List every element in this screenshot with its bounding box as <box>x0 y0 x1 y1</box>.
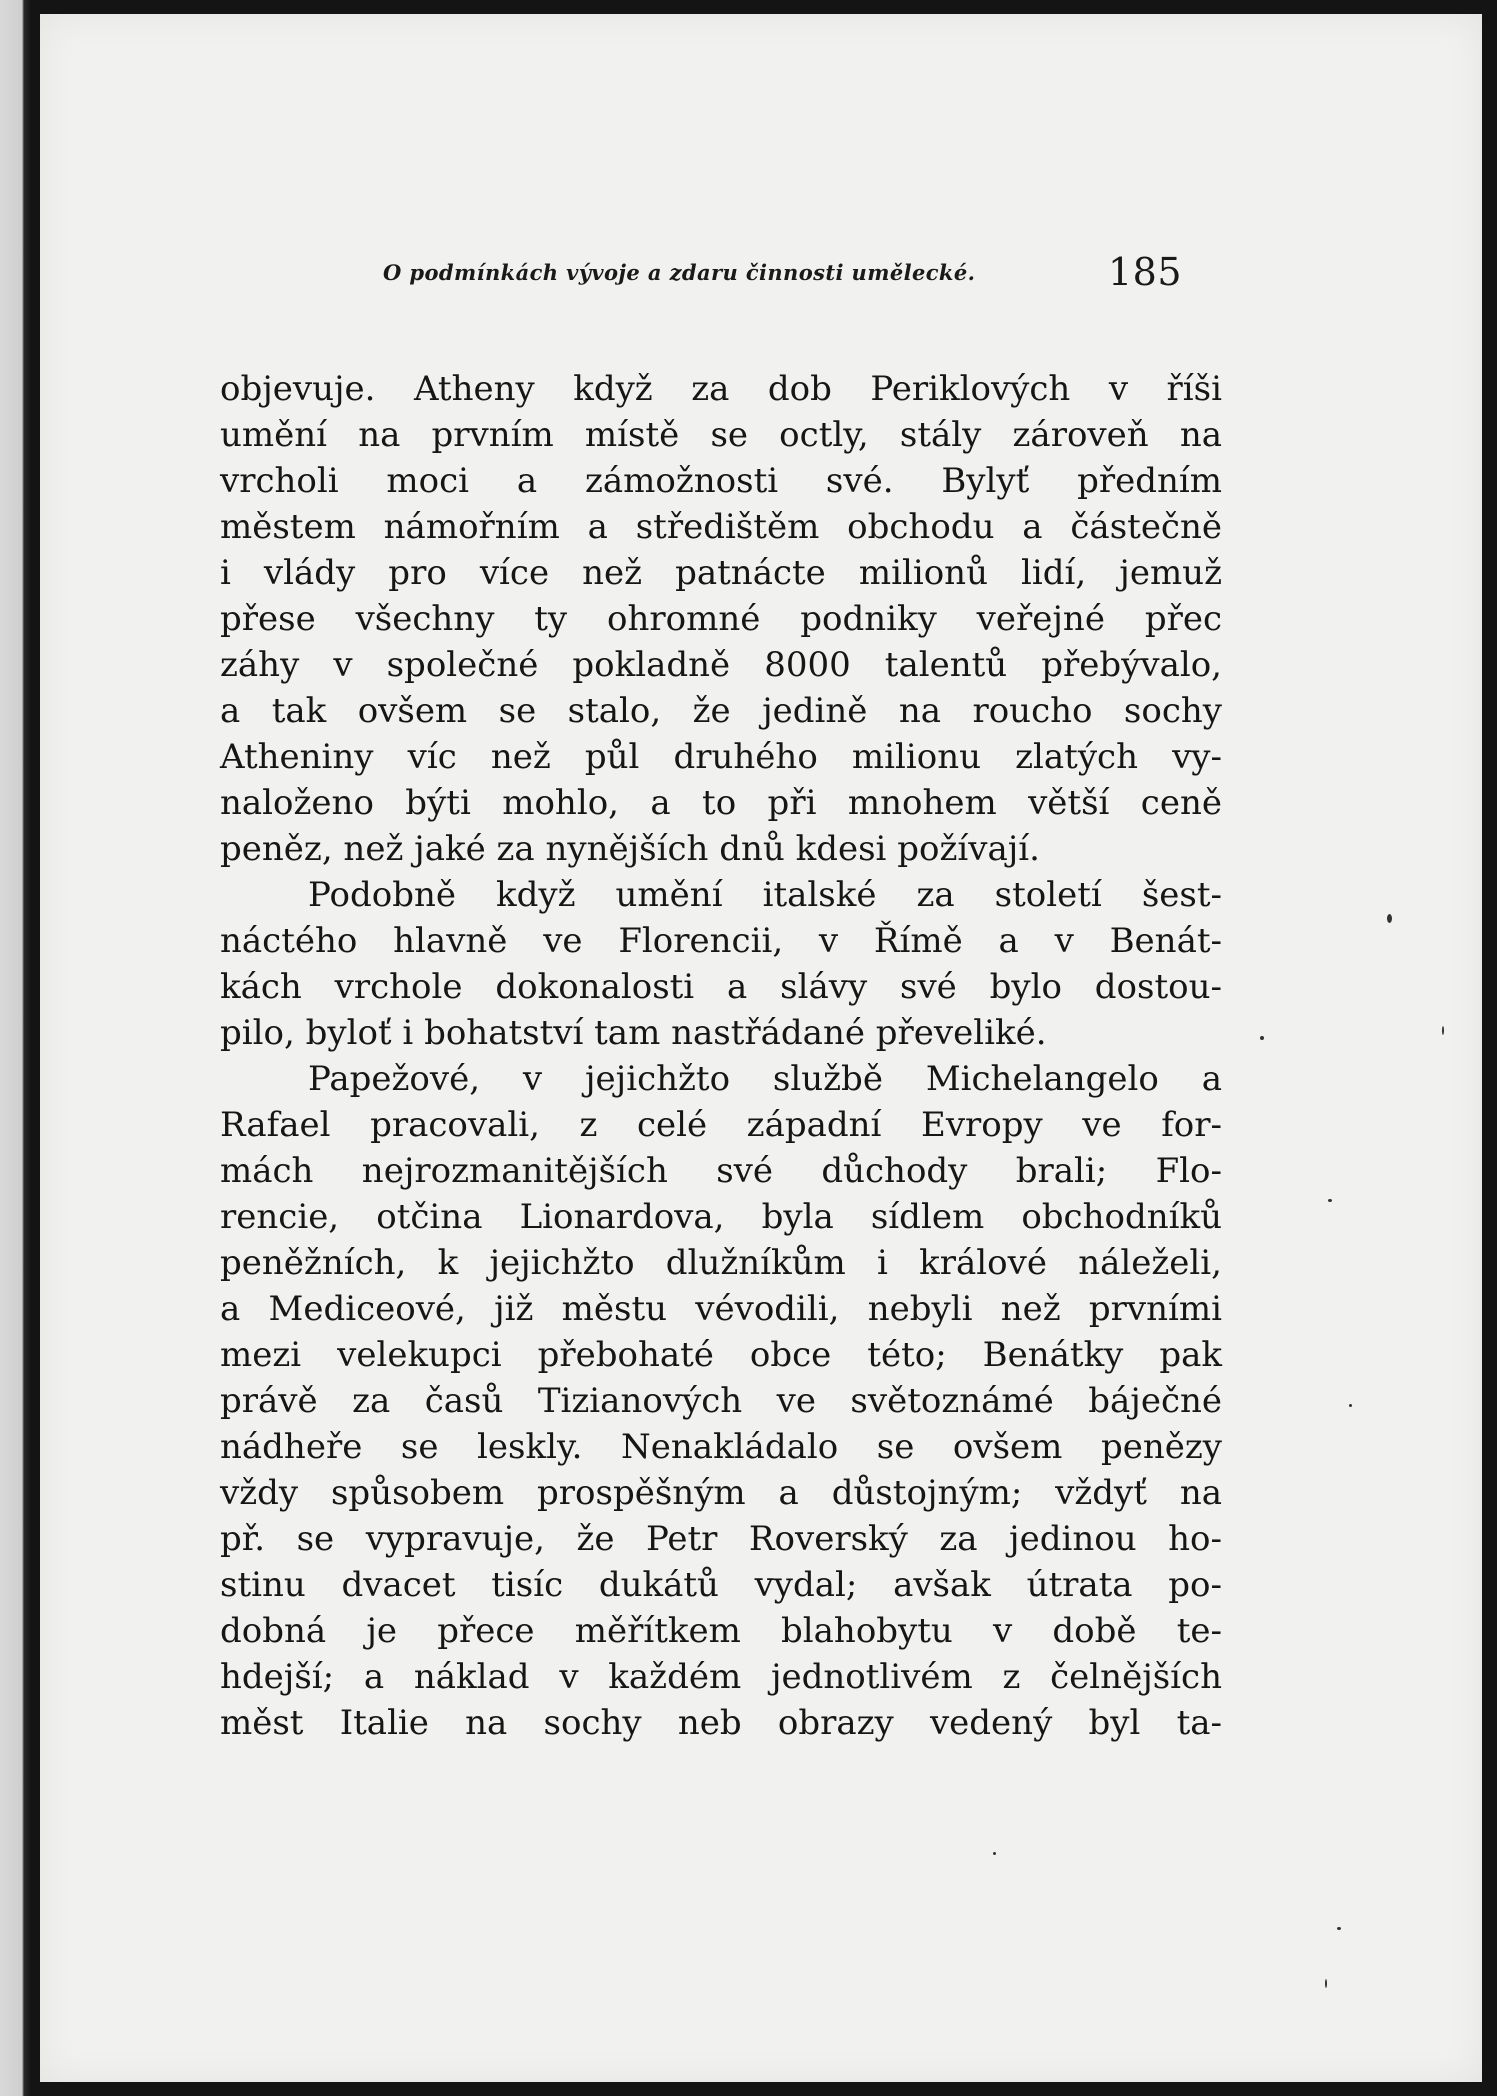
text-line: peněz, než jaké za nynějších dnů kdesi požívají. <box>220 829 1040 869</box>
scan-speck <box>1387 914 1392 923</box>
scan-speck <box>1325 1979 1327 1988</box>
body-text <box>220 366 1222 1746</box>
text-line: přese všechny ty ohromné podniky veřejné přec <box>220 599 1222 639</box>
text-line: nádheře se leskly. Nenakládalo se ovšem penězy <box>220 1427 1222 1467</box>
book-page <box>40 14 1482 2082</box>
scan-speck <box>1442 1026 1444 1035</box>
scan-speck <box>1337 1927 1341 1930</box>
running-title: O podmínkách vývoje a zdaru činnosti umělecké. <box>383 260 976 285</box>
text-line: př. se vypravuje, že Petr Roverský za jedinou ho- <box>220 1519 1222 1559</box>
scan-speck <box>993 1852 996 1855</box>
paragraph-start-line: Podobně když umění italské za století šest- <box>308 875 1222 915</box>
text-line: Atheniny víc než půl druhého milionu zlatých vy- <box>220 737 1222 777</box>
text-line: a tak ovšem se stalo, že jedině na roucho sochy <box>220 691 1222 731</box>
text-line: objevuje. Atheny když za dob Periklových v říši <box>220 369 1222 409</box>
text-line: i vlády pro více než patnácte milionů lidí, jemuž <box>220 553 1222 593</box>
text-line: umění na prvním místě se octly, stály zároveň na <box>220 415 1222 455</box>
text-line: naloženo býti mohlo, a to při mnohem větší ceně <box>220 783 1222 823</box>
text-line: peněžních, k jejichžto dlužníkům i králové náleželi, <box>220 1243 1222 1283</box>
paragraph-start-line: Papežové, v jejichžto službě Michelangelo a <box>308 1059 1222 1099</box>
text-line: vždy spůsobem prospěšným a důstojným; vždyť na <box>220 1473 1222 1513</box>
scan-speck <box>1260 1036 1264 1040</box>
text-line: dobná je přece měřítkem blahobytu v době te- <box>220 1611 1222 1651</box>
text-line: měst Italie na sochy neb obrazy vedený byl ta- <box>220 1703 1222 1743</box>
text-line: záhy v společné pokladně 8000 talentů přebývalo, <box>220 645 1222 685</box>
text-line: náctého hlavně ve Florencii, v Římě a v Benát- <box>220 921 1222 961</box>
text-line: vrcholi moci a zámožnosti své. Bylyť předním <box>220 461 1222 501</box>
text-line: Rafael pracovali, z celé západní Evropy ve for- <box>220 1105 1222 1145</box>
text-line: kách vrchole dokonalosti a slávy své bylo dostou- <box>220 967 1222 1007</box>
text-line: a Mediceové, již městu vévodili, nebyli než prvními <box>220 1289 1222 1329</box>
page-header <box>40 246 1482 306</box>
text-line: pilo, byloť i bohatství tam nastřádané převeliké. <box>220 1013 1047 1053</box>
scan-speck <box>1349 1404 1352 1407</box>
text-line: rencie, otčina Lionardova, byla sídlem obchodníků <box>220 1197 1222 1237</box>
text-line: hdejší; a náklad v každém jednotlivém z čelnějších <box>220 1657 1222 1697</box>
previous-page-edge <box>0 0 32 2096</box>
scan-speck <box>1328 1199 1332 1202</box>
text-line: mezi velekupci přebohaté obce této; Benátky pak <box>220 1335 1222 1375</box>
text-line: městem námořním a středištěm obchodu a částečně <box>220 507 1222 547</box>
page-number: 185 <box>1108 250 1183 294</box>
text-line: mách nejrozmanitějších své důchody brali; Flo- <box>220 1151 1222 1191</box>
text-line: právě za časů Tizianových ve světoznámé báječné <box>220 1381 1222 1421</box>
text-line: stinu dvacet tisíc dukátů vydal; avšak útrata po- <box>220 1565 1222 1605</box>
